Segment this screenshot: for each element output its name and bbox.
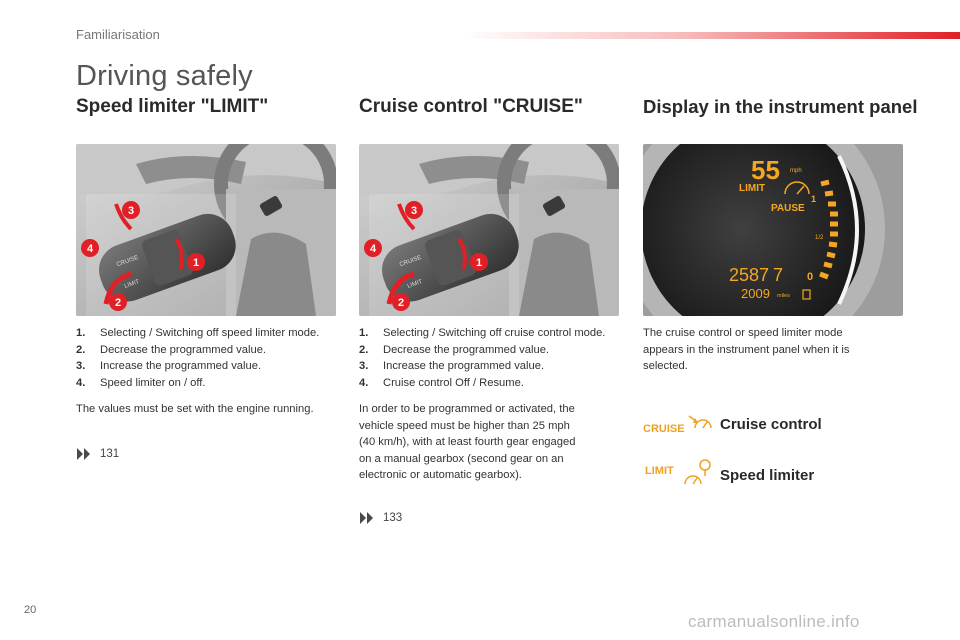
list-item: 2. Decrease the programmed value. xyxy=(359,343,550,356)
watermark: carmanualsonline.info xyxy=(688,612,860,631)
svg-text:LIMIT: LIMIT xyxy=(645,465,674,477)
speed-limiter-label: Speed limiter xyxy=(720,467,815,484)
speed-limiter-heading: Speed limiter "LIMIT" xyxy=(76,96,269,117)
callout-3: 3 xyxy=(127,205,135,217)
svg-text:CRUISE: CRUISE xyxy=(115,254,140,269)
fuel-full: 1 xyxy=(811,194,817,204)
list-item: 1. Selecting / Switching off cruise control mode. xyxy=(359,327,606,339)
svg-text:2: 2 xyxy=(397,297,405,309)
fuel-empty: 0 xyxy=(807,271,814,283)
section-label: Familiarisation xyxy=(76,27,160,42)
cruise-control-steps xyxy=(359,325,634,391)
gauge-odometer: 2587 xyxy=(729,265,770,285)
gauge-odometer-decimal: 7 xyxy=(773,265,784,285)
fuel-half: 1/2 xyxy=(815,235,824,241)
speed-limiter-steps xyxy=(76,325,346,391)
svg-text:LIMIT: LIMIT xyxy=(406,279,424,290)
list-item: 4. Speed limiter on / off. xyxy=(76,376,206,389)
list-item: 3. Increase the programmed value. xyxy=(359,360,545,373)
display-intro: The cruise control or speed limiter mode appears in the instrument panel when it is selected. xyxy=(643,327,850,373)
list-item: 4. Cruise control Off / Resume. xyxy=(359,376,524,389)
cruise-control-heading: Cruise control "CRUISE" xyxy=(359,96,583,117)
page-ref-arrow-icon xyxy=(359,510,375,526)
list-item: 1. Selecting / Switching off speed limiter mode. xyxy=(76,327,320,339)
speed-limiter-page-ref[interactable]: 131 xyxy=(76,446,119,462)
callout-1: 1 xyxy=(192,257,200,269)
gauge-trip-unit: miles xyxy=(777,293,790,299)
list-item: 3. Increase the programmed value. xyxy=(76,360,262,373)
gauge-speed: 55 xyxy=(751,155,780,185)
svg-text:LIMIT: LIMIT xyxy=(123,279,141,290)
speed-limiter-note: The values must be set with the engine running. xyxy=(76,403,314,415)
header-accent-bar xyxy=(460,32,960,39)
gauge-mode: LIMIT xyxy=(739,183,766,194)
cruise-control-stalk-photo xyxy=(359,144,619,316)
cruise-control-label: Cruise control xyxy=(720,416,822,433)
speed-limiter-stalk-photo xyxy=(76,144,336,316)
svg-text:1: 1 xyxy=(475,257,483,269)
cruise-indicator-icon xyxy=(643,412,715,438)
svg-text:CRUISE: CRUISE xyxy=(398,254,423,269)
gauge-speed-unit: mph xyxy=(790,168,802,174)
svg-text:4: 4 xyxy=(369,243,377,255)
limit-indicator-icon xyxy=(643,458,715,488)
cruise-control-page-ref[interactable]: 133 xyxy=(359,510,402,526)
gauge-status: PAUSE xyxy=(771,203,805,214)
page-number: 20 xyxy=(24,604,37,616)
svg-text:3: 3 xyxy=(410,205,418,217)
page-title: Driving safely xyxy=(76,60,253,92)
svg-text:CRUISE: CRUISE xyxy=(643,423,685,435)
list-item: 2. Decrease the programmed value. xyxy=(76,343,267,356)
callout-2: 2 xyxy=(114,297,122,309)
gauge-trip: 2009 xyxy=(741,286,770,301)
display-heading: Display in the instrument panel xyxy=(643,96,918,117)
cruise-control-note: In order to be programmed or activated, the vehicle speed must be higher than 25 mph (40 km/h), with at least fourth gear engaged on a manual gearbox (second gear on an electronic or automatic gearbox). xyxy=(359,403,576,482)
instrument-panel-photo xyxy=(643,144,903,316)
page-ref-arrow-icon xyxy=(76,446,92,462)
callout-4: 4 xyxy=(86,243,94,255)
